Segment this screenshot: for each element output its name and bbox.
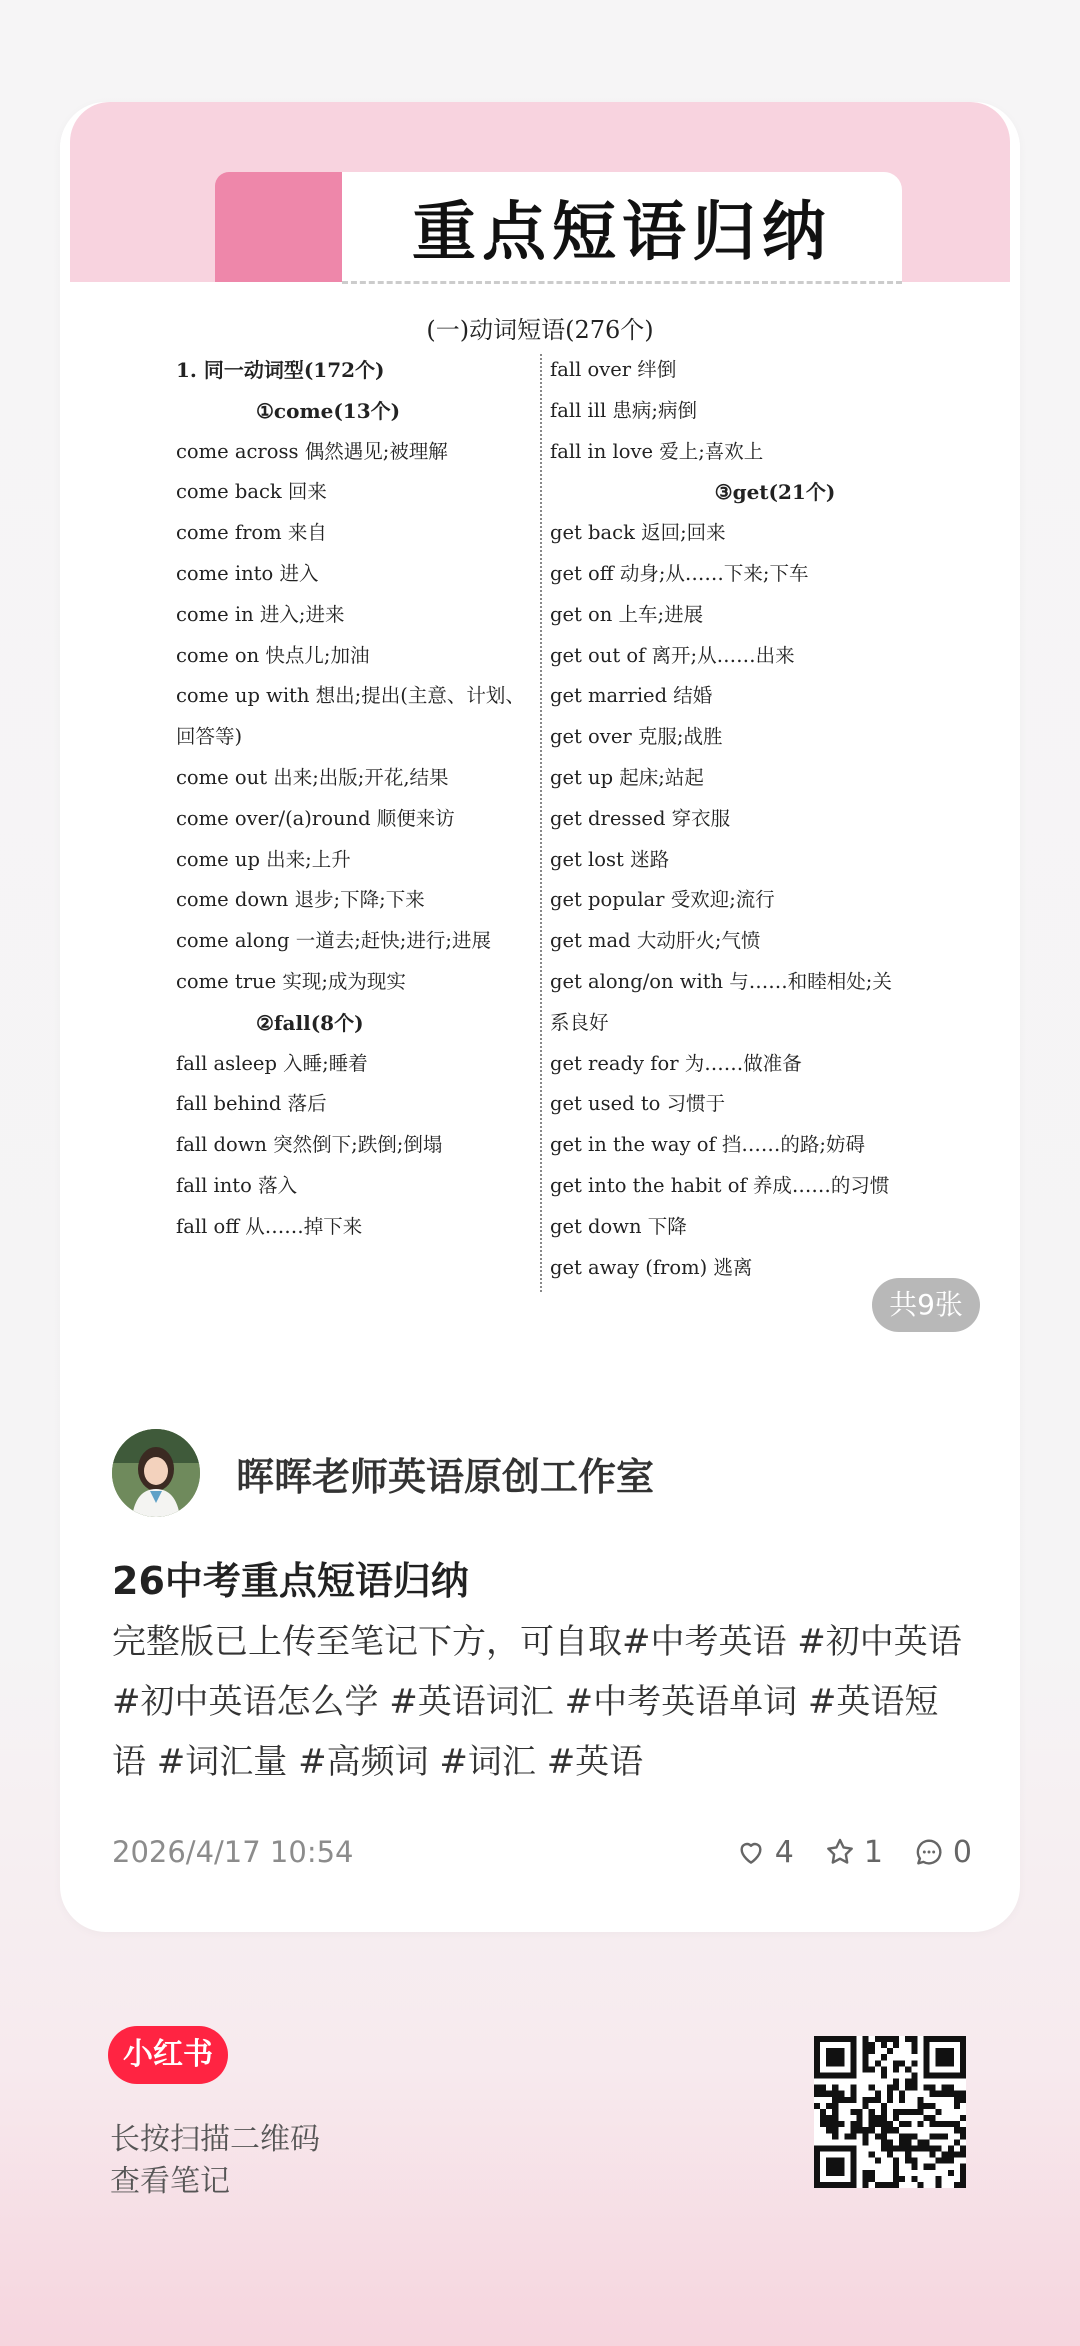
phrase-line: come up 出来;上升 <box>176 847 351 871</box>
phrase-line: fall in love 爱上;喜欢上 <box>550 439 764 463</box>
phrase-line: get mad 大动肝火;气愤 <box>550 929 761 953</box>
phrase-line: get used to 习惯于 <box>550 1092 726 1116</box>
phrase-line: get back 返回;回来 <box>550 521 726 545</box>
phrase-group-heading: 1. 同一动词型(172个) <box>176 358 385 382</box>
phrase-line: come into 进入 <box>176 561 319 585</box>
phrase-line: get married 结婚 <box>550 684 713 708</box>
phrase-subheading: ①come(13个) <box>256 398 401 423</box>
comment-button[interactable] <box>913 1835 972 1870</box>
heart-icon <box>735 1836 767 1868</box>
phrase-line: come from 来自 <box>176 521 327 545</box>
xiaohongshu-logo: 小红书 <box>108 2026 228 2084</box>
phrase-line: 回答等) <box>176 725 243 749</box>
phrase-line: come across 偶然遇见;被理解 <box>176 439 448 463</box>
phrase-line: come along 一道去;赶快;进行;进展 <box>176 929 491 953</box>
phrase-line: fall into 落入 <box>176 1173 298 1197</box>
comment-count: 0 <box>952 1834 972 1870</box>
phrase-line: get on 上车;进展 <box>550 602 704 626</box>
like-count: 4 <box>774 1834 794 1870</box>
phrase-line: get along/on with 与……和睦相处;关 <box>550 969 892 993</box>
phrase-line: get dressed 穿衣服 <box>550 806 731 830</box>
phrase-line: fall ill 患病;病倒 <box>550 398 697 422</box>
like-button[interactable] <box>735 1835 794 1870</box>
cover-image[interactable] <box>60 102 1020 1392</box>
phrase-line: fall behind 落后 <box>176 1092 327 1116</box>
section-title: (一)动词短语(276个) <box>426 316 654 344</box>
note-title: 26中考重点短语归纳 <box>112 1559 469 1603</box>
phrase-line: come up with 想出;提出(主意、计划、 <box>176 684 525 708</box>
author-name[interactable]: 晖晖老师英语原创工作室 <box>236 1454 655 1499</box>
phrase-line: get into the habit of 养成……的习惯 <box>550 1173 890 1197</box>
cover-title-accent <box>215 172 345 282</box>
scan-hint: 长按扫描二维码 <box>110 2122 320 2157</box>
author-row[interactable] <box>112 1428 654 1518</box>
favorite-button[interactable] <box>824 1835 883 1870</box>
phrase-line: get over 克服;战胜 <box>550 725 723 749</box>
cover-title: 重点短语归纳 <box>412 194 832 270</box>
phrase-column-left <box>176 350 576 1248</box>
phrase-line: come true 实现;成为现实 <box>176 969 406 993</box>
phrase-line: get out of 离开;从……出来 <box>550 643 795 667</box>
phrase-line: come back 回来 <box>176 480 327 504</box>
phrase-line: fall asleep 入睡;睡着 <box>176 1051 368 1075</box>
phrase-line: fall off 从……掉下来 <box>176 1214 363 1238</box>
phrase-line: get up 起床;站起 <box>550 765 704 789</box>
phrase-line: get ready for 为……做准备 <box>550 1051 802 1075</box>
star-icon <box>824 1836 856 1868</box>
phrase-line: get popular 受欢迎;流行 <box>550 888 775 912</box>
phrase-line: get off 动身;从……下来;下车 <box>550 561 809 585</box>
note-meta <box>112 1822 972 1882</box>
phrase-line: fall over 绊倒 <box>550 358 677 381</box>
phrase-line: come down 退步;下降;下来 <box>176 888 425 912</box>
favorite-count: 1 <box>863 1834 883 1870</box>
comment-icon <box>913 1836 945 1868</box>
phrase-line: get away (from) 逃离 <box>550 1255 753 1279</box>
phrase-line: come in 进入;进来 <box>176 602 345 626</box>
phrase-column-right <box>550 350 1000 1288</box>
page-count-badge: 共9张 <box>872 1278 980 1332</box>
phrase-line: get lost 迷路 <box>550 847 670 871</box>
note-body: 完整版已上传至笔记下方，可自取#中考英语 #初中英语 #初中英语怎么学 #英语词汇 #中考英语单词 #英语短语 #词汇量 #高频词 #词汇 #英语 <box>112 1622 962 1782</box>
phrase-line: come on 快点儿;加油 <box>176 643 370 667</box>
phrase-line: come out 出来;出版;开花,结果 <box>176 765 449 789</box>
phrase-line: 系良好 <box>550 1010 609 1034</box>
phrase-line: fall down 突然倒下;跌倒;倒塌 <box>176 1133 443 1157</box>
cover-title-box <box>342 172 902 284</box>
note-card <box>60 102 1020 1932</box>
stats-bar <box>735 1822 972 1882</box>
phrase-line: get down 下降 <box>550 1214 687 1238</box>
phrase-line: come over/(a)round 顺便来访 <box>176 806 455 830</box>
qr-code[interactable] <box>814 2036 966 2188</box>
publish-date: 2026/4/17 10:54 <box>112 1835 354 1869</box>
avatar[interactable] <box>112 1429 200 1517</box>
phrase-line: get in the way of 挡……的路;妨碍 <box>550 1133 865 1157</box>
phrase-subheading: ②fall(8个) <box>256 1010 364 1035</box>
phrase-subheading: ③get(21个) <box>714 480 836 505</box>
column-divider <box>540 354 542 1292</box>
view-note-hint: 查看笔记 <box>110 2164 230 2199</box>
